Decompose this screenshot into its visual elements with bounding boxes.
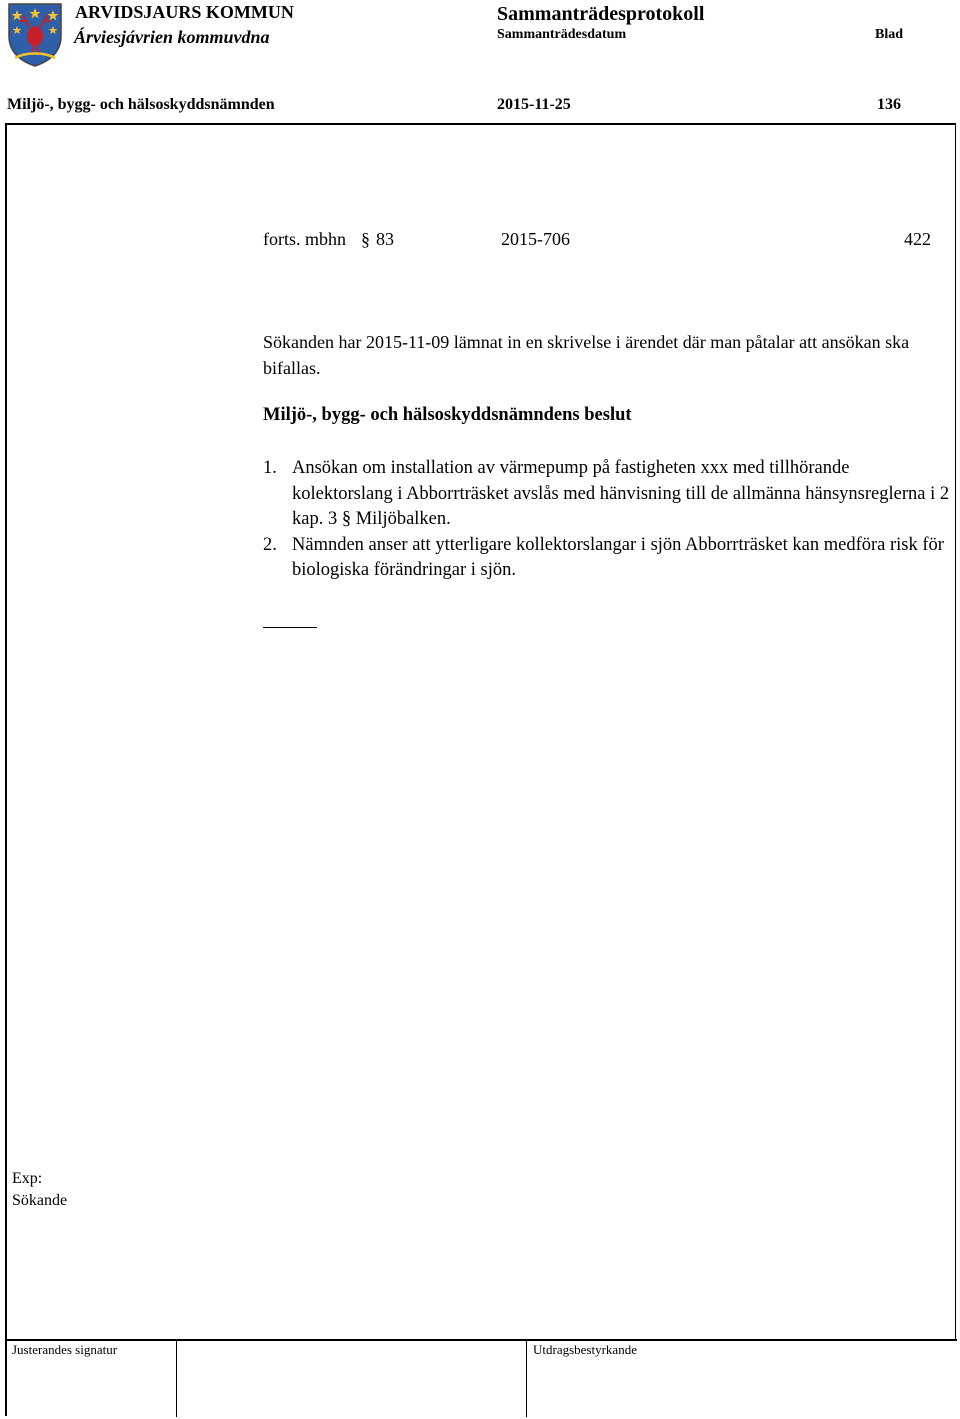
end-rule: [263, 627, 317, 628]
list-item-number: 1.: [263, 458, 277, 478]
sheet-label: Blad: [875, 27, 904, 42]
protocol-title: Sammanträdesprotokoll: [497, 3, 705, 25]
case-number: 2015-706: [501, 229, 570, 249]
frame-right-border: [955, 123, 956, 1340]
intro-paragraph: Sökanden har 2015-11-09 lämnat in en skrivelse i ärendet där man påtalar att ansökan ska bifallas.: [263, 332, 910, 378]
list-item-text: Ansökan om installation av värmepump på fastigheten xxx med tillhörande kolektorslang i Abborrträsket avslås med hänvisning till de allmänna hänsynsreglerna i 2 kap. 3 § Miljöbalken.: [292, 458, 950, 529]
distribution-recipient: Sökande: [12, 1192, 68, 1209]
distribution-list: [12, 1168, 67, 1212]
list-item-text: Nämnden anser att ytterligare kollektorslangar i sjön Abborrträsket kan medföra risk för biologiska förändringar i sjön.: [292, 534, 944, 580]
certification-field-label: Utdragsbestyrkande: [533, 1342, 637, 1357]
meeting-date: 2015-11-25: [497, 96, 571, 113]
list-item: [263, 456, 953, 533]
signature-field-label: Justerandes signatur: [12, 1342, 118, 1357]
organization-name-sami: Árviesjávrien kommuvdna: [74, 27, 270, 47]
organization-name: ARVIDSJAURS KOMMUN: [75, 2, 294, 22]
list-item-number: 2.: [263, 534, 277, 555]
protocol-frame: [5, 123, 956, 1416]
coat-of-arms-icon: [7, 2, 63, 68]
section-sign: §: [361, 229, 370, 249]
committee-name: Miljö-, bygg- och hälsoskyddsnämnden: [7, 96, 275, 113]
decision-heading: Miljö-, bygg- och hälsoskyddsnämndens beslut: [263, 405, 632, 425]
reference-prefix: forts. mbhn: [263, 229, 346, 249]
section-number: 83: [376, 229, 394, 249]
footer-column-divider: [176, 1339, 177, 1417]
decision-list: [263, 456, 953, 584]
footer-divider: [5, 1339, 957, 1341]
meeting-date-label: Sammanträdesdatum: [497, 27, 627, 42]
list-item: [263, 533, 953, 584]
footer-column-divider: [526, 1339, 527, 1417]
document-number: 422: [904, 229, 931, 249]
distribution-label: Exp:: [12, 1170, 43, 1187]
sheet-number: 136: [877, 96, 901, 113]
